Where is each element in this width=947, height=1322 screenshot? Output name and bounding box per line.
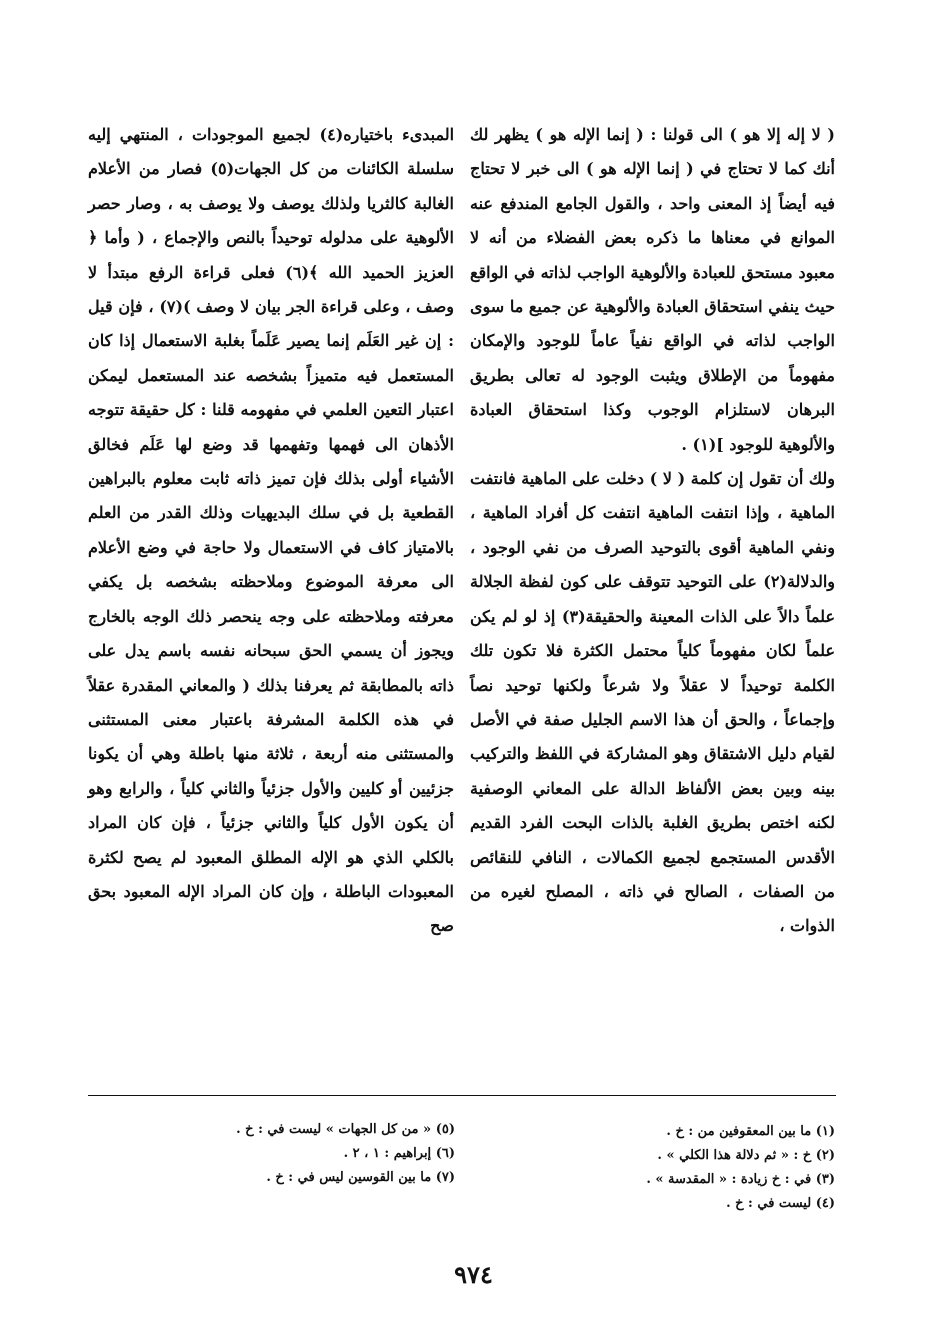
footnotes-right	[520, 1120, 835, 1216]
footnote: (٢) خ : « ثم دلالة هذا الكلي » .	[657, 1148, 835, 1163]
paragraph: المبدىء باختياره(٤) لجميع الموجودات ، المنتهي إليه سلسلة الكائنات من كل الجهات(٥) فصار من الأعلام الغالبة كالثريا ولذلك يوصف ولا يوصف به ، وصار حصر الألوهية على مدلوله توحيداً بالنص والإجماع ، ( وأما ﴿ العزيز الحميد الله ﴾(٦) فعلى قراءة الرفع مبتدأ لا وصف ، وعلى قراءة الجر بيان لا وصف )(٧) ، فإن قيل : إن غير العَلَم إنما يصير عَلَماً بغلبة الاستعمال إذا كان المستعمل فيه متميزاً بشخصه عند المستعمل ليمكن اعتبار التعين العلمي في مفهومه قلنا : كل حقيقة تتوجه الأذهان الى فهمها وتفهمها قد وضع لها عَلَم فخالق الأشياء أولى بذلك فإن تميز ذاته ثابت معلوم بالبراهين القطعية بل في سلك البديهيات وذلك القدر من العلم بالامتياز كاف في الاستعمال ولا حاجة في وضع الأعلام الى معرفة الموضوع وملاحظته بشخصه بل يكفي معرفته وملاحظته على وجه ينحصر ذلك الوجه بالخارج ويجوز أن يسمي الحق سبحانه نفسه باسم يدل على ذاته بالمطابقة ثم يعرفنا بذلك ( والمعاني المقدرة عقلاً في هذه الكلمة المشرفة باعتبار معنى المستثنى والمستثنى منه أربعة ، ثلاثة منها باطلة وهي أن يكونا جزئيين أو كليين والأول جزئياً والثاني كلياً ، والرابع وهو أن يكون الأول كلياً والثاني جزئياً ، فإن كان المراد بالكلي الذي هو الإله المطلق المعبود لم يصح لكثرة المعبودات الباطلة ، وإن كان المراد الإله المعبود بحق صح	[88, 125, 455, 936]
footnote: (٦) إبراهيم : ١ ، ٢ .	[343, 1146, 455, 1161]
footnote: (٣) في : خ زيادة : « المقدسة » .	[646, 1172, 835, 1187]
footnote: (٥) « من كل الجهات » ليست في : خ .	[236, 1122, 455, 1137]
paragraph: ولك أن تقول إن كلمة ( لا ) دخلت على الماهية فانتفت الماهية ، وإذا انتفت الماهية انتفت كل أفراد الماهية ، ونفي الماهية أقوى بالتوحيد الصرف من نفي الوجود ، والدلالة(٢) على التوحيد تتوقف على كون لفظة الجلالة علماً دالاً على الذات المعينة والحقيقة(٣) إذ لو لم يكن علماً لكان مفهوماً كلياً محتمل الكثرة فلا تكون تلك الكلمة توحيداً لا عقلاً ولا شرعاً ولكنها توحيد نصاً وإجماعاً ، والحق أن هذا الاسم الجليل صفة في الأصل لقيام دليل الاشتقاق وهو المشاركة في اللفظ والتركيب بينه وبين بعض الألفاظ الدالة على المعاني الوصفية لكنه اختص بطريق الغلبة بالذات البحت الفرد القديم الأقدس المستجمع لجميع الكمالات ، النافي للنقائص من الصفات ، الصالح في ذاته ، المصلح لغيره من الذوات ،	[470, 469, 835, 936]
paragraph: ( لا إله إلا هو ) الى قولنا : ( إنما الإله هو ) يظهر لك أنك كما لا تحتاج في ( إنما الإله هو ) الى خبر لا تحتاج فيه أيضاً إذ المعنى واحد ، والقول الجامع المندفع عنه الموانع في معناها ما ذكره بعض الفضلاء من أنه لا معبود مستحق للعبادة والألوهية الواجب لذاته في الواقع حيث ينفي استحقاق العبادة والألوهية عن جميع ما سوى الواجب لذاته في الواقع نفياً عاماً للوجود والإمكان مفهوماً من الإطلاق ويثبت الوجود له تعالى بطريق البرهان لاستلزام الوجوب وكذا استحقاق العبادة والألوهية للوجود ](١) .	[470, 125, 836, 454]
footnote: (١) ما بين المعقوفين من : خ .	[666, 1124, 835, 1139]
footnotes-left	[170, 1118, 455, 1190]
footnote: (٤) ليست في : خ .	[726, 1196, 835, 1211]
text-column-left	[88, 118, 454, 944]
text-column-right	[470, 118, 835, 944]
footnote-divider	[88, 1095, 836, 1096]
footnote: (٧) ما بين القوسين ليس في : خ .	[266, 1170, 455, 1185]
page-number: ٩٧٤	[454, 1260, 493, 1289]
